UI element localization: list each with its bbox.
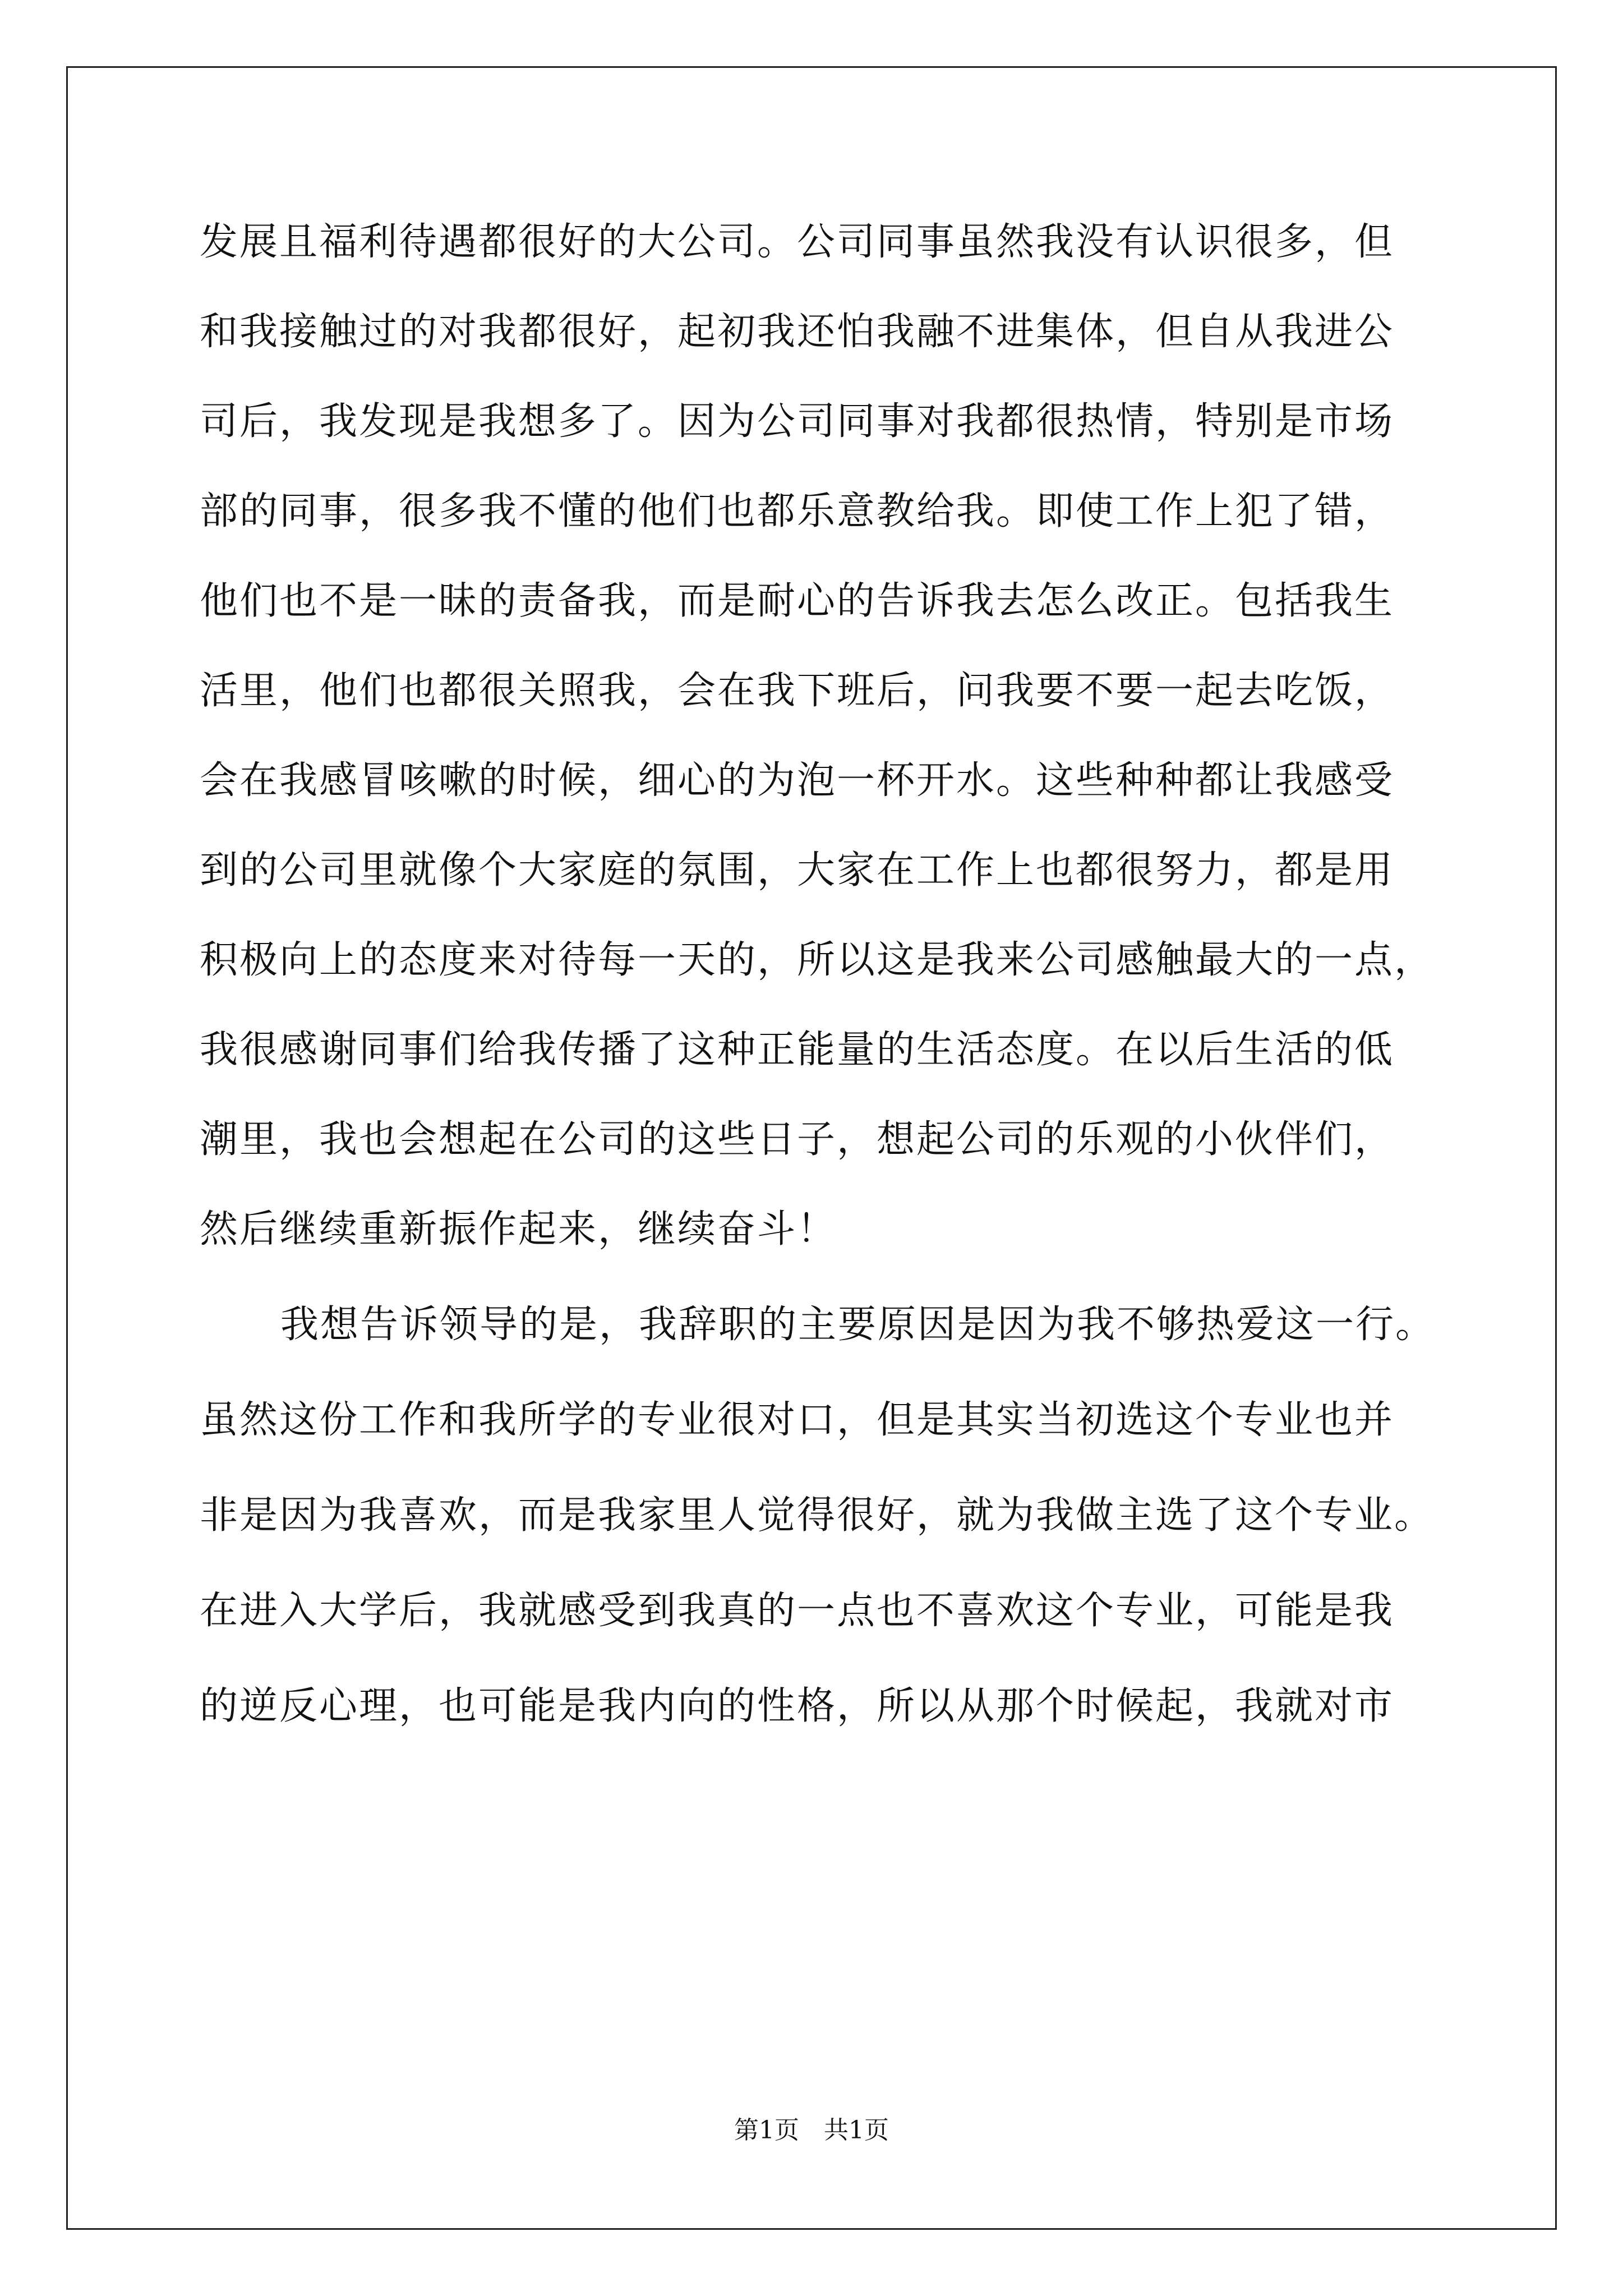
text-line: 和我接触过的对我都很好，起初我还怕我融不进集体，但自从我进公: [200, 310, 1395, 354]
text-line: 然后继续重新振作起来，继续奋斗！: [200, 1207, 837, 1251]
text-line: 潮里，我也会想起在公司的这些日子，想起公司的乐观的小伙伴们，: [200, 1117, 1395, 1162]
text-line: 虽然这份工作和我所学的专业很对口，但是其实当初选这个专业也并: [200, 1398, 1395, 1442]
text-line: 司后，我发现是我想多了。因为公司同事对我都很热情，特别是市场: [200, 399, 1395, 444]
text-line: 他们也不是一昧的责备我，而是耐心的告诉我去怎么改正。包括我生: [200, 579, 1395, 623]
text-line: 我很感谢同事们给我传播了这种正能量的生活态度。在以后生活的低: [200, 1028, 1395, 1072]
text-line: 的逆反心理，也可能是我内向的性格，所以从那个时候起，我就对市: [200, 1684, 1395, 1728]
page-number: 第1页 共1页: [734, 2116, 889, 2145]
text-line: 部的同事，很多我不懂的他们也都乐意教给我。即使工作上犯了错，: [200, 489, 1395, 533]
text-line: 在进入大学后，我就感受到我真的一点也不喜欢这个专业，可能是我: [200, 1589, 1395, 1633]
text-line: 到的公司里就像个大家庭的氛围，大家在工作上也都很努力，都是用: [200, 848, 1395, 892]
paragraph-first-line: 我想告诉领导的是，我辞职的主要原因是因为我不够热爱这一行。: [280, 1303, 1436, 1347]
text-line: 会在我感冒咳嗽的时候，细心的为泡一杯开水。这些种种都让我感受: [200, 758, 1395, 803]
text-line: 非是因为我喜欢，而是我家里人觉得很好，就为我做主选了这个专业。: [200, 1493, 1435, 1538]
text-line: 积极向上的态度来对待每一天的，所以这是我来公司感触最大的一点，: [200, 938, 1435, 982]
text-line: 活里，他们也都很关照我，会在我下班后，问我要不要一起去吃饭，: [200, 669, 1395, 713]
text-line: 发展且福利待遇都很好的大公司。公司同事虽然我没有认识很多，但: [200, 220, 1395, 264]
